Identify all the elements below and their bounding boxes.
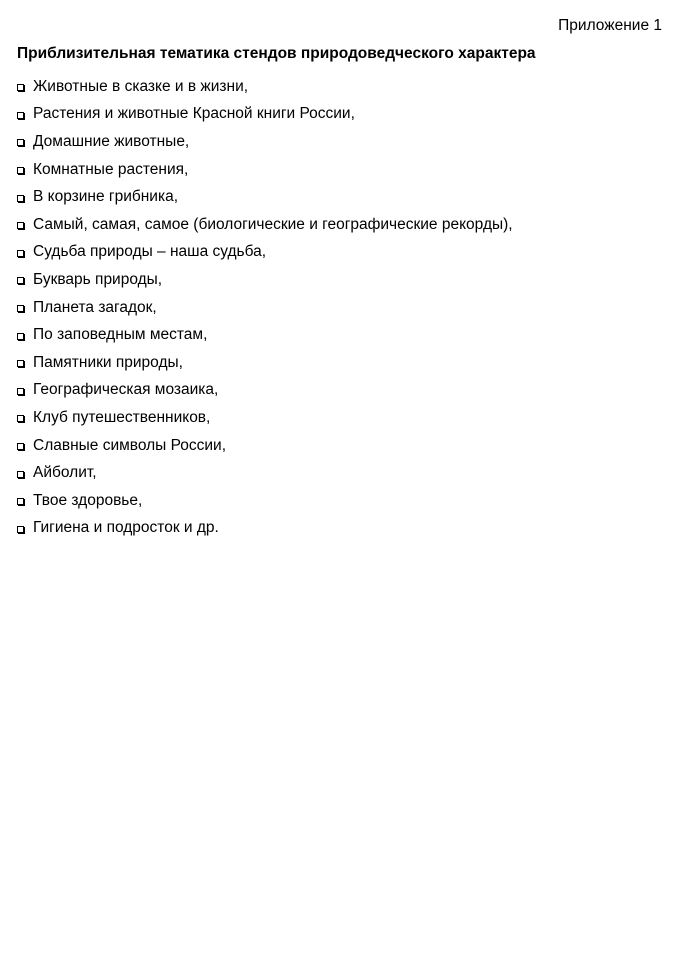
list-item — [17, 487, 513, 515]
list-item — [17, 266, 513, 294]
square-bullet-icon — [17, 222, 24, 229]
list-item-text: В корзине грибника, — [33, 188, 178, 206]
list-item-text: По заповедным местам, — [33, 326, 208, 344]
list-item — [17, 294, 513, 322]
square-bullet-icon — [17, 195, 24, 202]
list-item-text: Судьба природы – наша судьба, — [33, 243, 267, 261]
square-bullet-icon — [17, 250, 24, 257]
list-item-text: Комнатные растения, — [33, 160, 189, 178]
list-item — [17, 156, 513, 184]
square-bullet-icon — [17, 498, 24, 505]
document-heading: Приблизительная тематика стендов природоведческого характера — [17, 45, 536, 62]
list-item — [17, 377, 513, 405]
list-item — [17, 515, 513, 543]
list-item — [17, 459, 513, 487]
square-bullet-icon — [17, 277, 24, 284]
list-item — [17, 183, 513, 211]
square-bullet-icon — [17, 167, 24, 174]
list-item — [17, 73, 513, 101]
list-item-text: Памятники природы, — [33, 353, 183, 371]
square-bullet-icon — [17, 333, 24, 340]
appendix-label: Приложение 1 — [558, 17, 662, 34]
square-bullet-icon — [17, 139, 24, 146]
list-item-text: Букварь природы, — [33, 270, 163, 288]
square-bullet-icon — [17, 415, 24, 422]
list-item-text: Домашние животные, — [33, 132, 190, 150]
list-item-text: Клуб путешественников, — [33, 408, 211, 426]
list-item-text: Географическая мозаика, — [33, 381, 219, 399]
list-item — [17, 211, 513, 239]
list-item — [17, 128, 513, 156]
list-item — [17, 239, 513, 267]
list-item — [17, 349, 513, 377]
list-item-text: Айболит, — [33, 464, 97, 482]
list-item — [17, 432, 513, 460]
list-item — [17, 404, 513, 432]
square-bullet-icon — [17, 443, 24, 450]
square-bullet-icon — [17, 305, 24, 312]
list-item-text: Растения и животные Красной книги России, — [33, 105, 355, 123]
square-bullet-icon — [17, 84, 24, 91]
square-bullet-icon — [17, 360, 24, 367]
square-bullet-icon — [17, 388, 24, 395]
square-bullet-icon — [17, 526, 24, 533]
list-item-text: Самый, самая, самое (биологические и географические рекорды), — [33, 215, 513, 233]
list-item-text: Гигиена и подросток и др. — [33, 519, 219, 537]
list-item — [17, 321, 513, 349]
list-item-text: Планета загадок, — [33, 298, 157, 316]
list-item — [17, 101, 513, 129]
list-item-text: Животные в сказке и в жизни, — [33, 77, 249, 95]
list-item-text: Твое здоровье, — [33, 491, 143, 509]
square-bullet-icon — [17, 112, 24, 119]
list-item-text: Славные символы России, — [33, 436, 227, 454]
topic-list — [17, 73, 513, 542]
square-bullet-icon — [17, 471, 24, 478]
